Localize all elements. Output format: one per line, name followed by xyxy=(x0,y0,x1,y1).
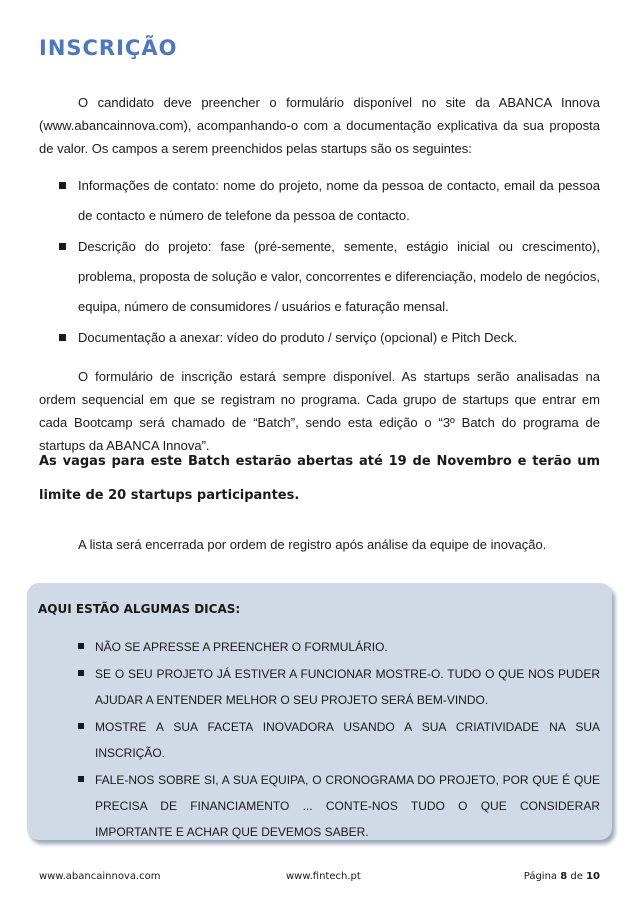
tip-text: SE O SEU PROJETO JÁ ESTIVER A FUNCIONAR MOSTRE-O. TUDO O QUE NOS PUDER AJUDAR A ENTENDER MELHOR O SEU PROJETO SERÁ BEM-VINDO. xyxy=(95,667,600,707)
page-number xyxy=(524,871,600,882)
list-item-text: Descrição do projeto: fase (pré-semente, semente, estágio inicial ou crescimento), problema, proposta de solução e valor, concorrentes e diferenciação, modelo de negócios, equipa, número de consumidores / usuários e faturação mensal. xyxy=(78,239,600,314)
square-bullet-icon xyxy=(78,776,84,782)
list-item-text: Informações de contato: nome do projeto, nome da pessoa de contacto, email da pessoa de contacto e número de telefone da pessoa de contacto. xyxy=(78,178,600,223)
list-item xyxy=(39,232,600,322)
list-item xyxy=(39,661,600,713)
list-item xyxy=(39,634,600,660)
list-item xyxy=(39,171,600,231)
page-total: 10 xyxy=(586,871,600,882)
tips-box xyxy=(27,583,612,840)
list-item xyxy=(39,323,600,353)
square-bullet-icon xyxy=(78,723,84,729)
footer-link-fintech[interactable]: www.fintech.pt xyxy=(286,871,361,882)
square-bullet-icon xyxy=(78,643,84,649)
tips-title: AQUI ESTÃO ALGUMAS DICAS: xyxy=(38,602,241,616)
intro-paragraph: O candidato deve preencher o formulário disponível no site da ABANCA Innova (www.abancainnova.com), acompanhando-o com a documentação explicativa da sua proposta de valor. Os campos a serem preenchidos pelas startups são os seguintes: xyxy=(39,95,600,156)
closing-paragraph: A lista será encerrada por ordem de registro após análise da equipe de inovação. xyxy=(78,537,547,552)
tips-list xyxy=(39,634,600,846)
tip-text: NÃO SE APRESSE A PREENCHER O FORMULÁRIO. xyxy=(95,640,388,654)
square-bullet-icon xyxy=(59,243,66,250)
form-paragraph: O formulário de inscrição estará sempre disponível. As startups serão analisadas na ordem sequencial em que se registram no programa. Cada grupo de startups que entrar em cada Bootcamp será chamado de “Batch”, sendo esta edição o “3º Batch do programa de startups da ABANCA Innova”. xyxy=(39,369,600,453)
page-of: de xyxy=(570,871,583,882)
list-item xyxy=(39,714,600,766)
footer-link-abancainnova[interactable]: www.abancainnova.com xyxy=(39,871,161,882)
list-item-text: Documentação a anexar: vídeo do produto / serviço (opcional) e Pitch Deck. xyxy=(78,330,518,345)
highlight-paragraph: As vagas para este Batch estarão abertas até 19 de Novembro e terão um limite de 20 startups participantes. xyxy=(39,454,600,503)
square-bullet-icon xyxy=(59,182,66,189)
page-footer xyxy=(39,871,600,887)
tip-text: FALE-NOS SOBRE SI, A SUA EQUIPA, O CRONOGRAMA DO PROJETO, POR QUE É QUE PRECISA DE FINANCIAMENTO ... CONTE-NOS TUDO O QUE CONSIDERAR IMPORTANTE E ACHAR QUE DEVEMOS SABER. xyxy=(95,773,600,839)
page-label: Página xyxy=(523,871,558,882)
tip-text: MOSTRE A SUA FACETA INOVADORA USANDO A SUA CRIATIVIDADE NA SUA INSCRIÇÃO. xyxy=(95,720,600,760)
fields-list xyxy=(39,171,600,354)
square-bullet-icon xyxy=(59,334,66,341)
section-title: INSCRIÇÃO xyxy=(39,36,178,60)
list-item xyxy=(39,767,600,845)
page-current: 8 xyxy=(560,871,568,882)
square-bullet-icon xyxy=(78,670,84,676)
